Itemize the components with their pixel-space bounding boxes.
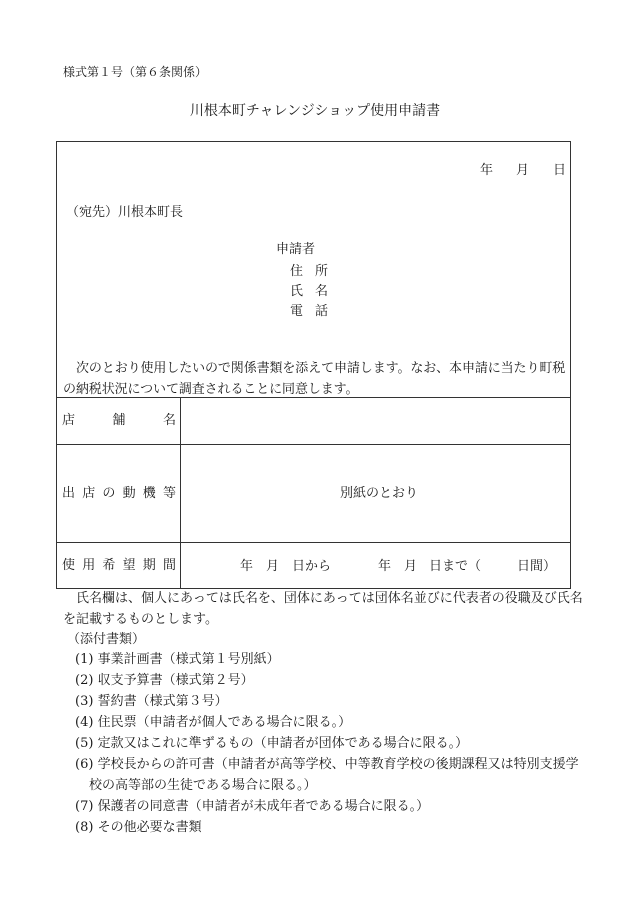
applicant-name-label: 氏名	[290, 284, 341, 299]
period-year-1: 年	[240, 559, 254, 574]
attachment-item: (4) 住民票（申請者が個人である場合に限る。）	[75, 715, 352, 730]
addressee: （宛先）川根本町長	[66, 205, 184, 220]
period-days: 日間）	[517, 559, 557, 574]
period-month-2: 月	[404, 559, 418, 574]
date-day: 日	[553, 163, 567, 178]
form-id: 様式第１号（第６条関係）	[63, 65, 208, 79]
attachment-item: (5) 定款又はこれに準ずるもの（申請者が団体である場合に限る。）	[75, 736, 469, 751]
attachment-item: (6) 学校長からの許可書（申請者が高等学校、中等教育学校の後期課程又は特別支援学	[75, 757, 579, 772]
date-year: 年	[480, 163, 494, 178]
period-year-2: 年	[378, 559, 392, 574]
store-name-label: 店 舗 名	[62, 413, 176, 428]
period-month-1: 月	[266, 559, 280, 574]
motive-label: 出 店 の 動 機 等	[62, 485, 176, 501]
store-name-field[interactable]	[186, 405, 566, 437]
applicant-phone-label: 電話	[290, 304, 341, 319]
attachment-item: (3) 誓約書（様式第３号）	[75, 694, 228, 709]
name-note-line-1: 氏名欄は、個人にあっては氏名を、団体にあっては団体名並びに代表者の役職及び氏名	[76, 591, 583, 606]
period-until: 日まで（	[429, 559, 482, 574]
date-month: 月	[516, 163, 530, 178]
motive-value: 別紙のとおり	[340, 486, 419, 501]
table-column-divider	[180, 397, 181, 589]
attachments-title: （添付書類）	[67, 632, 146, 647]
attachment-item: (2) 収支予算書（様式第２号）	[75, 673, 254, 688]
attachment-item: (1) 事業計画書（様式第１号別紙）	[75, 652, 280, 667]
applicant-label: 申請者	[276, 242, 316, 257]
applicant-address-label: 住所	[290, 264, 341, 279]
attachment-item-continued: 校の高等部の生徒である場合に限る。）	[89, 778, 317, 793]
attachment-item: (8) その他必要な書類	[75, 820, 202, 835]
attachment-item: (7) 保護者の同意書（申請者が未成年者である場合に限る。）	[75, 799, 430, 814]
document-title: 川根本町チャレンジショップ使用申請書	[189, 103, 441, 119]
period-from: 日から	[292, 559, 332, 574]
request-statement: 次のとおり使用したいので関係書類を添えて申請します。なお、本申請に当たり町税の納税状況について調査されることに同意します。	[63, 361, 566, 397]
period-label: 使 用 希 望 期 間	[62, 558, 176, 573]
info-table	[56, 397, 571, 589]
name-note-line-2: を記載するものとします。	[63, 612, 218, 627]
